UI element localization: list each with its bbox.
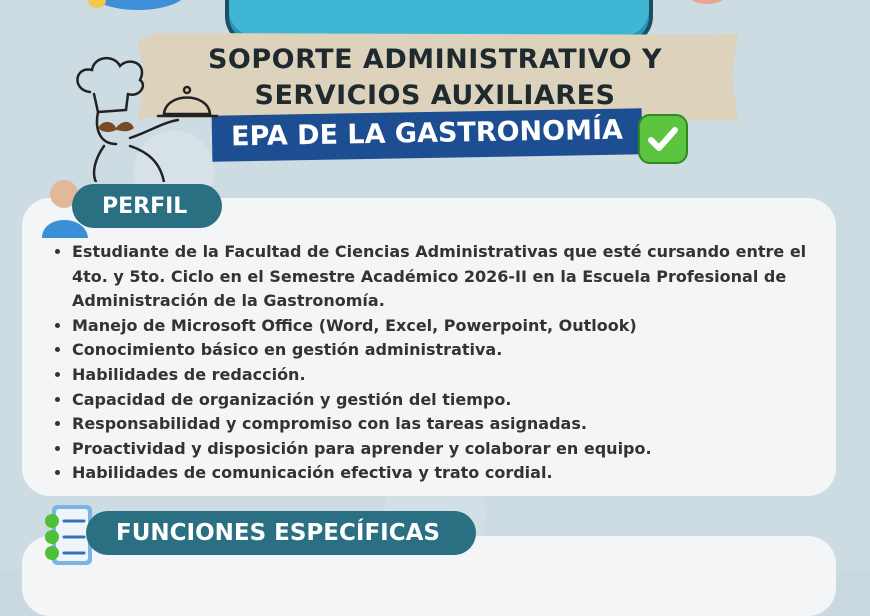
- check-mark-icon: [638, 114, 688, 164]
- list-item: • Habilidades de comunicación efectiva y trato cordial.: [72, 461, 832, 486]
- list-item: • Manejo de Microsoft Office (Word, Excel, Powerpoint, Outlook): [72, 314, 832, 339]
- list-item: • Responsabilidad y compromiso con las tareas asignadas.: [72, 412, 832, 437]
- list-item: • Habilidades de redacción.: [72, 363, 832, 388]
- list-item: • Estudiante de la Facultad de Ciencias Administrativas que esté cursando entre el 4to. y 5to. Ciclo en el Semestre Académico 2026-II en la Escuela Profesional de Administración de la Gastronomía.: [72, 240, 832, 314]
- funciones-heading: FUNCIONES ESPECÍFICAS: [86, 511, 476, 555]
- perfil-heading: PERFIL: [72, 184, 222, 228]
- list-item: • Conocimiento básico en gestión administrativa.: [72, 338, 832, 363]
- chef-illustration-icon: [68, 52, 218, 182]
- perfil-requirements-list: [50, 240, 832, 486]
- list-item: • Proactividad y disposición para aprender y colaborar en equipo.: [72, 437, 832, 462]
- page-title-line2: SERVICIOS AUXILIARES: [254, 80, 616, 111]
- page-subtitle: EPA DE LA GASTRONOMÍA: [230, 114, 624, 153]
- list-item: • Capacidad de organización y gestión del tiempo.: [72, 388, 832, 413]
- page-title-line1: SOPORTE ADMINISTRATIVO Y: [207, 44, 663, 75]
